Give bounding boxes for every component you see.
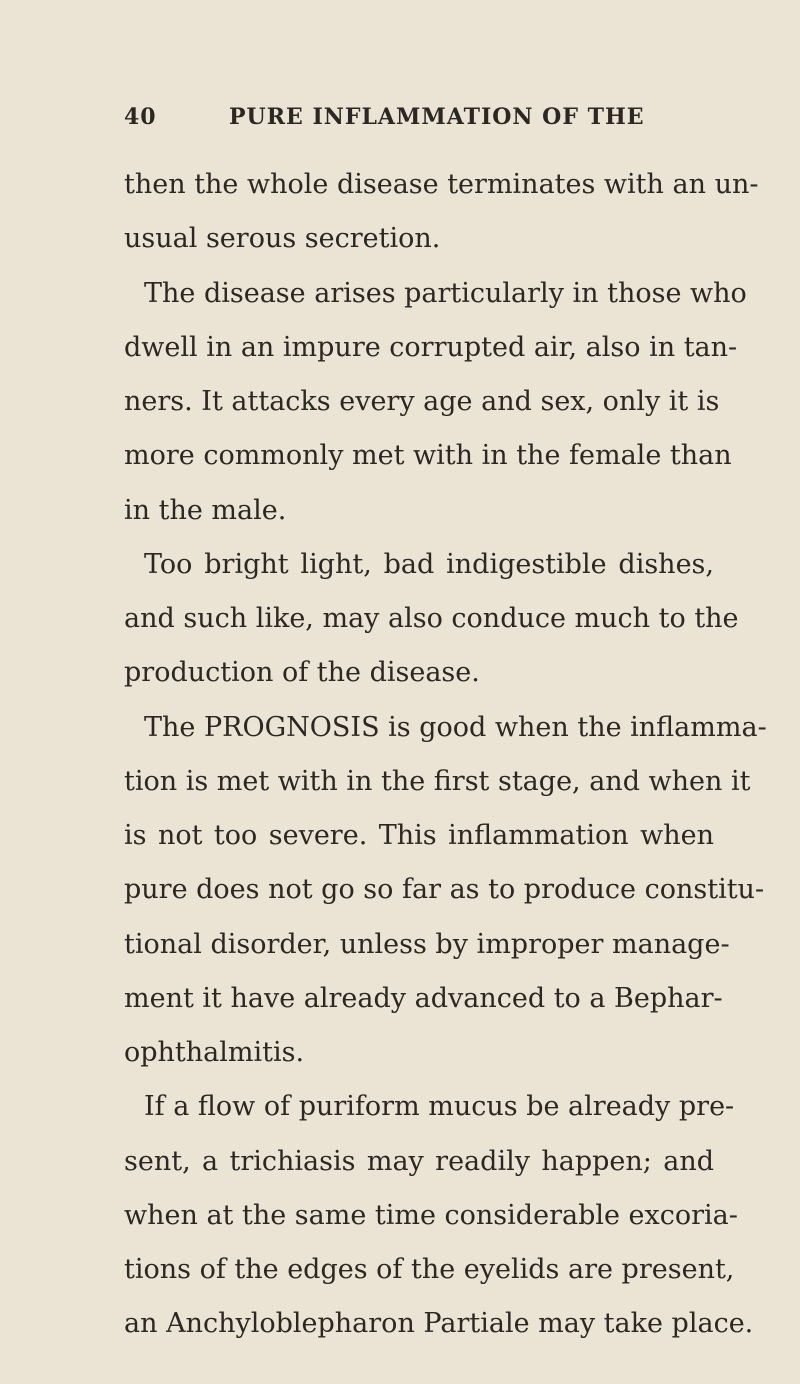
text-line: an Anchyloblepharon Partiale may take place. — [124, 1308, 754, 1340]
text-line: ment it have already advanced to a Bephar- — [124, 982, 723, 1014]
text-line: is not too severe. This inflammation when — [124, 820, 714, 851]
text-line: when at the same time considerable excoria- — [124, 1199, 738, 1231]
text-line: Too bright light, bad indigestible dishes, — [144, 548, 714, 580]
text-line: production of the disease. — [124, 657, 480, 689]
text-line: dwell in an impure corrupted air, also in tan- — [124, 331, 738, 363]
text-line: sent, a trichiasis may readily happen; and — [124, 1145, 714, 1177]
text-line: more commonly met with in the female than — [124, 440, 732, 472]
text-line: and such like, may also conduce much to the — [124, 603, 739, 634]
text-line: ners. It attacks every age and sex, only it is — [124, 386, 720, 417]
running-head-title: PURE INFLAMMATION OF THE — [229, 104, 645, 130]
text-line: pure does not go so far as to produce constitu- — [124, 874, 765, 906]
text-line: The PROGNOSIS is good when the inflamma- — [144, 711, 767, 743]
body-text — [124, 158, 767, 1352]
text-line: usual serous secretion. — [124, 223, 441, 255]
text-line: tions of the edges of the eyelids are present, — [124, 1254, 735, 1285]
running-head — [124, 104, 724, 140]
text-line: in the male. — [124, 494, 287, 526]
text-line: The disease arises particularly in those who — [144, 277, 747, 309]
page-number: 40 — [124, 104, 157, 130]
text-line: tional disorder, unless by improper manage- — [124, 928, 730, 960]
text-line: ophthalmitis. — [124, 1037, 305, 1068]
text-line: then the whole disease terminates with an un- — [124, 169, 759, 200]
text-line: tion is met with in the first stage, and when it — [124, 765, 751, 797]
text-line: If a flow of puriform mucus be already pre- — [144, 1091, 735, 1123]
